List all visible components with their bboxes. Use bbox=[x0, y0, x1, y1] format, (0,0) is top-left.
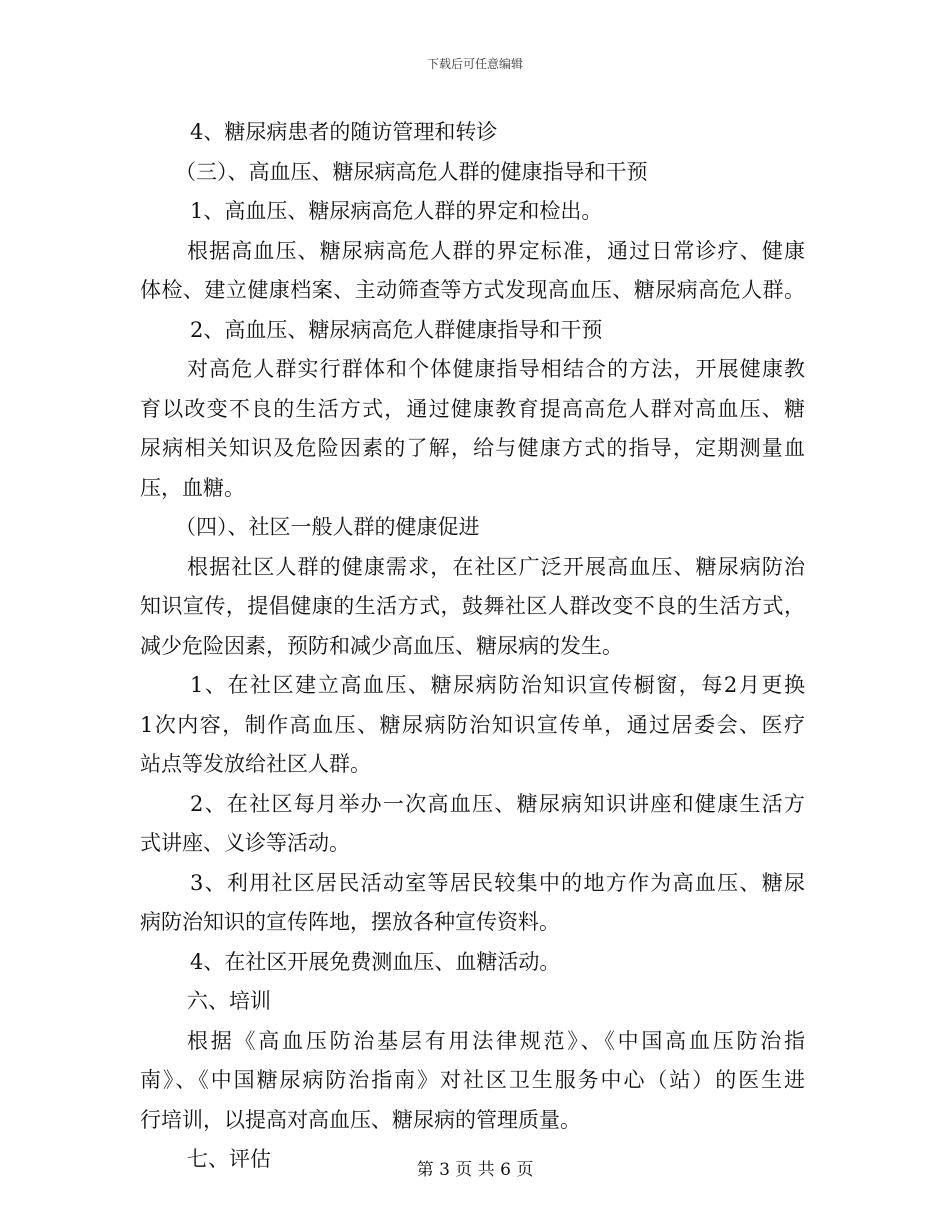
paragraph-line: 行培训，以提高对高血压、糖尿病的管理质量。 bbox=[140, 1107, 581, 1132]
page-footer: 第 3 页 共 6 页 bbox=[416, 1160, 534, 1180]
paragraph-line: 减少危险因素，预防和减少高血压、糖尿病的发生。 bbox=[140, 633, 623, 658]
paragraph-line: 知识宣传，提倡健康的生活方式，鼓舞社区人群改变不良的生活方式， bbox=[140, 594, 805, 618]
paragraph-line: 压，血糖。 bbox=[140, 475, 245, 500]
paragraph-line: 南》、《中国糖尿病防治指南》对社区卫生服务中心（站）的医生进 bbox=[140, 1068, 805, 1092]
paragraph-line: 1次内容，制作高血压、糖尿病防治知识宣传单，通过居委会、医疗 bbox=[140, 712, 805, 737]
paragraph-line: 尿病相关知识及危险因素的了解，给与健康方式的指导，定期测量血 bbox=[140, 436, 805, 460]
document-body bbox=[140, 113, 805, 1180]
paragraph-line: 1、在社区建立高血压、糖尿病防治知识宣传橱窗，每2月更换 bbox=[190, 673, 805, 697]
paragraph-line: 体检、建立健康档案、主动筛查等方式发现高血压、糖尿病高危人群。 bbox=[140, 278, 805, 302]
paragraph-line: 4、在社区开展免费测血压、血糖活动。 bbox=[190, 949, 561, 974]
paragraph-line: 4、糖尿病患者的随访管理和转诊 bbox=[190, 120, 498, 144]
paragraph-line: 根据社区人群的健康需求，在社区广泛开展高血压、糖尿病防治 bbox=[187, 554, 805, 579]
section-heading: （三）、高血压、糖尿病高危人群的健康指导和干预 bbox=[175, 159, 648, 184]
paragraph-line: 病防治知识的宣传阵地，摆放各种宣传资料。 bbox=[140, 910, 560, 934]
paragraph-line: 对高危人群实行群体和个体健康指导相结合的方法，开展健康教 bbox=[187, 357, 805, 381]
paragraph-line: 3、利用社区居民活动室等居民较集中的地方作为高血压、糖尿 bbox=[190, 870, 805, 895]
section-heading: 六、培训 bbox=[187, 989, 271, 1013]
paragraph-line: 根据高血压、糖尿病高危人群的界定标准，通过日常诊疗、健康 bbox=[187, 238, 805, 263]
paragraph-line: 1、高血压、糖尿病高危人群的界定和检出。 bbox=[190, 199, 603, 223]
section-heading: 七、评估 bbox=[187, 1147, 271, 1171]
section-heading: （四）、社区一般人群的健康促进 bbox=[175, 515, 480, 539]
paragraph-line: 站点等发放给社区人群。 bbox=[140, 752, 371, 776]
paragraph-line: 式讲座、义诊等活动。 bbox=[140, 831, 350, 855]
page-header: 下载后可任意编辑 bbox=[426, 57, 523, 71]
paragraph-line: 根据《高血压防治基层有用法律规范》、《中国高血压防治指 bbox=[187, 1028, 805, 1053]
paragraph-line: 2、在社区每月举办一次高血压、糖尿病知识讲座和健康生活方 bbox=[190, 791, 805, 816]
paragraph-line: 2、高血压、糖尿病高危人群健康指导和干预 bbox=[190, 317, 603, 342]
paragraph-line: 育以改变不良的生活方式，通过健康教育提高高危人群对高血压、糖 bbox=[140, 396, 805, 421]
